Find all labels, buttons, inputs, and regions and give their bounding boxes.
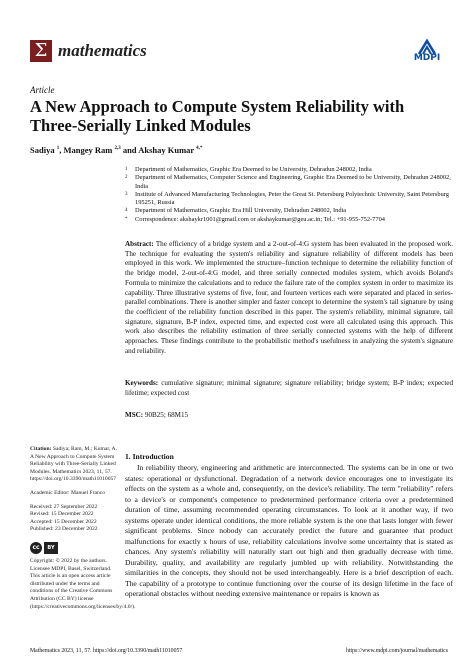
author-name[interactable]: Sadiya <box>30 145 55 155</box>
citation-label: Citation: <box>30 446 52 452</box>
affiliation-item: 3 Institute of Advanced Manufacturing Technologies, Peter the Great St. Petersburg Polytechnic University, Saint Petersburg 195251, Russia <box>125 190 449 207</box>
abstract-label: Abstract: <box>125 240 154 248</box>
article-sidebar <box>30 446 136 617</box>
keywords-text: cumulative signature; minimal signature; signature reliability; bridge system; B-P index; expected lifetime; expected cost <box>125 379 453 397</box>
copyright-notice: Copyright: © 2022 by the authors. Licensee MDPI, Basel, Switzerland. This article is an open access article distributed under the terms and conditions of the Creative Commons Attribution (CC BY) license (https://creativecommons.org/licenses/by/4.0/). <box>30 557 136 610</box>
published-date: Published: 23 December 2022 <box>30 526 98 533</box>
academic-editor: Academic Editor: Manuel Franco <box>30 489 106 496</box>
abstract-text: The efficiency of a bridge system and a 2-out-of-4:G system has been evaluated in the proposed work. The technique for evaluating the system's reliability and signature reliability of different models has been employed in this work. We implemented the structure–function technique to determine the reliability function of the bridge model, 2-out-of-4:G model, and three serially connected modules system, which avoids Boland's Formula to minimize the calculations and to reduce the failure rate of the complex system in order to maximize its capability. Three illustrative systems of five, four, and fourteen vertices each were separated and placed in series-parallel combinations. There is another simpler and faster concept to determine the system's tail signature by using the coefficient of the reliability function described in this paper. The system's reliability, minimal signature, tail signature, signature, B-P index, expected time, and expected cost were all calculated using this approach. This work also describes the reliability estimation of three serially connected systems with the help of different approaches. These findings contribute to the probabilistic method's usefulness in analyzing the system's signature and reliability. <box>125 240 453 355</box>
author-affil-ref: 1 <box>56 146 60 152</box>
footer-citation[interactable]: Mathematics 2023, 11, 57. https://doi.org/10.3390/math11010057 <box>30 648 183 654</box>
mdpi-wordmark: MDPI <box>413 53 441 63</box>
article-title: A New Approach to Compute System Reliability with Three-Serially Linked Modules <box>30 97 405 135</box>
article-type: Article <box>30 85 55 95</box>
correspondence[interactable]: * Correspondence: akshaykr1001@gmail.com or akshaykumar@geu.ac.in; Tel.: +91-955-752-7704 <box>125 215 385 223</box>
citation-text: Sadiya; Ram, M.; Kumar, A. A New Approach to Compute System Reliability with Three-Serially Linked Modules. Mathematics 2023, 11, 57. https://doi.org/10.3390/math11010057 <box>30 446 117 483</box>
section-heading: 1. Introduction <box>125 452 174 461</box>
mdpi-logo[interactable] <box>410 38 444 64</box>
introduction-text: In reliability theory, engineering and arithmetic are interconnected. The systems can be in one or two states: operational or dysfunctional. Degradation of a network device encourages one to investigate its effects on the system as a whole and, consequently, on the device's reliability. The term "reliability" refers to a device's or component's competence to predetermined performance criteria over a predetermined duration of time, assuming recommended operating circumstances. To look at it another way, if two systems operate under identical conditions, the more reliable system is the one that lasts longer with fewer significant problems. Since nobody can accurately predict the future and guarantee that product malfunctions for exactly x hours of use, reliability calculations involve some uncertainty that is stated as chances. Any system's reliability will naturally start out high and then gradually decrease with time. Durability, quality, and availability are regularly jumbled up with reliability. Notwithstanding the similarities in the concepts, they should not be used interchangeably. Here is a brief description of each. The capability of a prototype to continue functioning over the course of its design lifetime in the face of operational obstacles without needing extensive maintenance or repairs is known as <box>125 463 453 598</box>
abstract <box>125 240 453 356</box>
author-name[interactable]: Akshay Kumar <box>138 145 195 155</box>
author-list: Sadiya $^1$, Mangey Ram $^{2,3}$ and Akshay Kumar $^{4,*}$ <box>30 145 203 155</box>
affiliation-item: 2 Department of Mathematics, Computer Science and Engineering, Graphic Era Deemed to be University, Dehradun 248002, India <box>125 174 451 190</box>
accepted-date: Accepted: 15 December 2022 <box>30 518 97 525</box>
author-affil-ref: 4,* <box>196 146 203 152</box>
journal-name: mathematics <box>58 41 147 60</box>
received-date: Received: 27 September 2022 <box>30 503 98 510</box>
footer-journal-link[interactable]: https://www.mdpi.com/journal/mathematics <box>345 648 448 654</box>
by-icon: BY <box>44 542 58 554</box>
msc-text: 90B25; 68M15 <box>144 411 189 419</box>
cc-license-badge[interactable] <box>30 542 58 554</box>
author-affil-ref: 2,3 <box>114 146 121 152</box>
msc-codes <box>125 411 188 419</box>
affiliations <box>125 166 455 224</box>
citation[interactable] <box>30 446 118 484</box>
affiliation-item: 1 Department of Mathematics, Graphic Era Deemed to be University, Dehradun 248002, India <box>125 166 372 173</box>
author-name[interactable]: Mangey Ram <box>63 145 113 155</box>
keywords-label: Keywords: <box>125 379 159 387</box>
cc-icon: cc <box>30 542 42 554</box>
keywords <box>125 379 453 398</box>
journal-logo: Σ <box>30 40 52 62</box>
msc-label: MSC: <box>125 411 144 419</box>
revised-date: Revised: 15 December 2022 <box>30 511 94 518</box>
affiliation-item: 4 Department of Mathematics, Graphic Era Hill University, Dehradun 248002, India <box>125 207 347 215</box>
